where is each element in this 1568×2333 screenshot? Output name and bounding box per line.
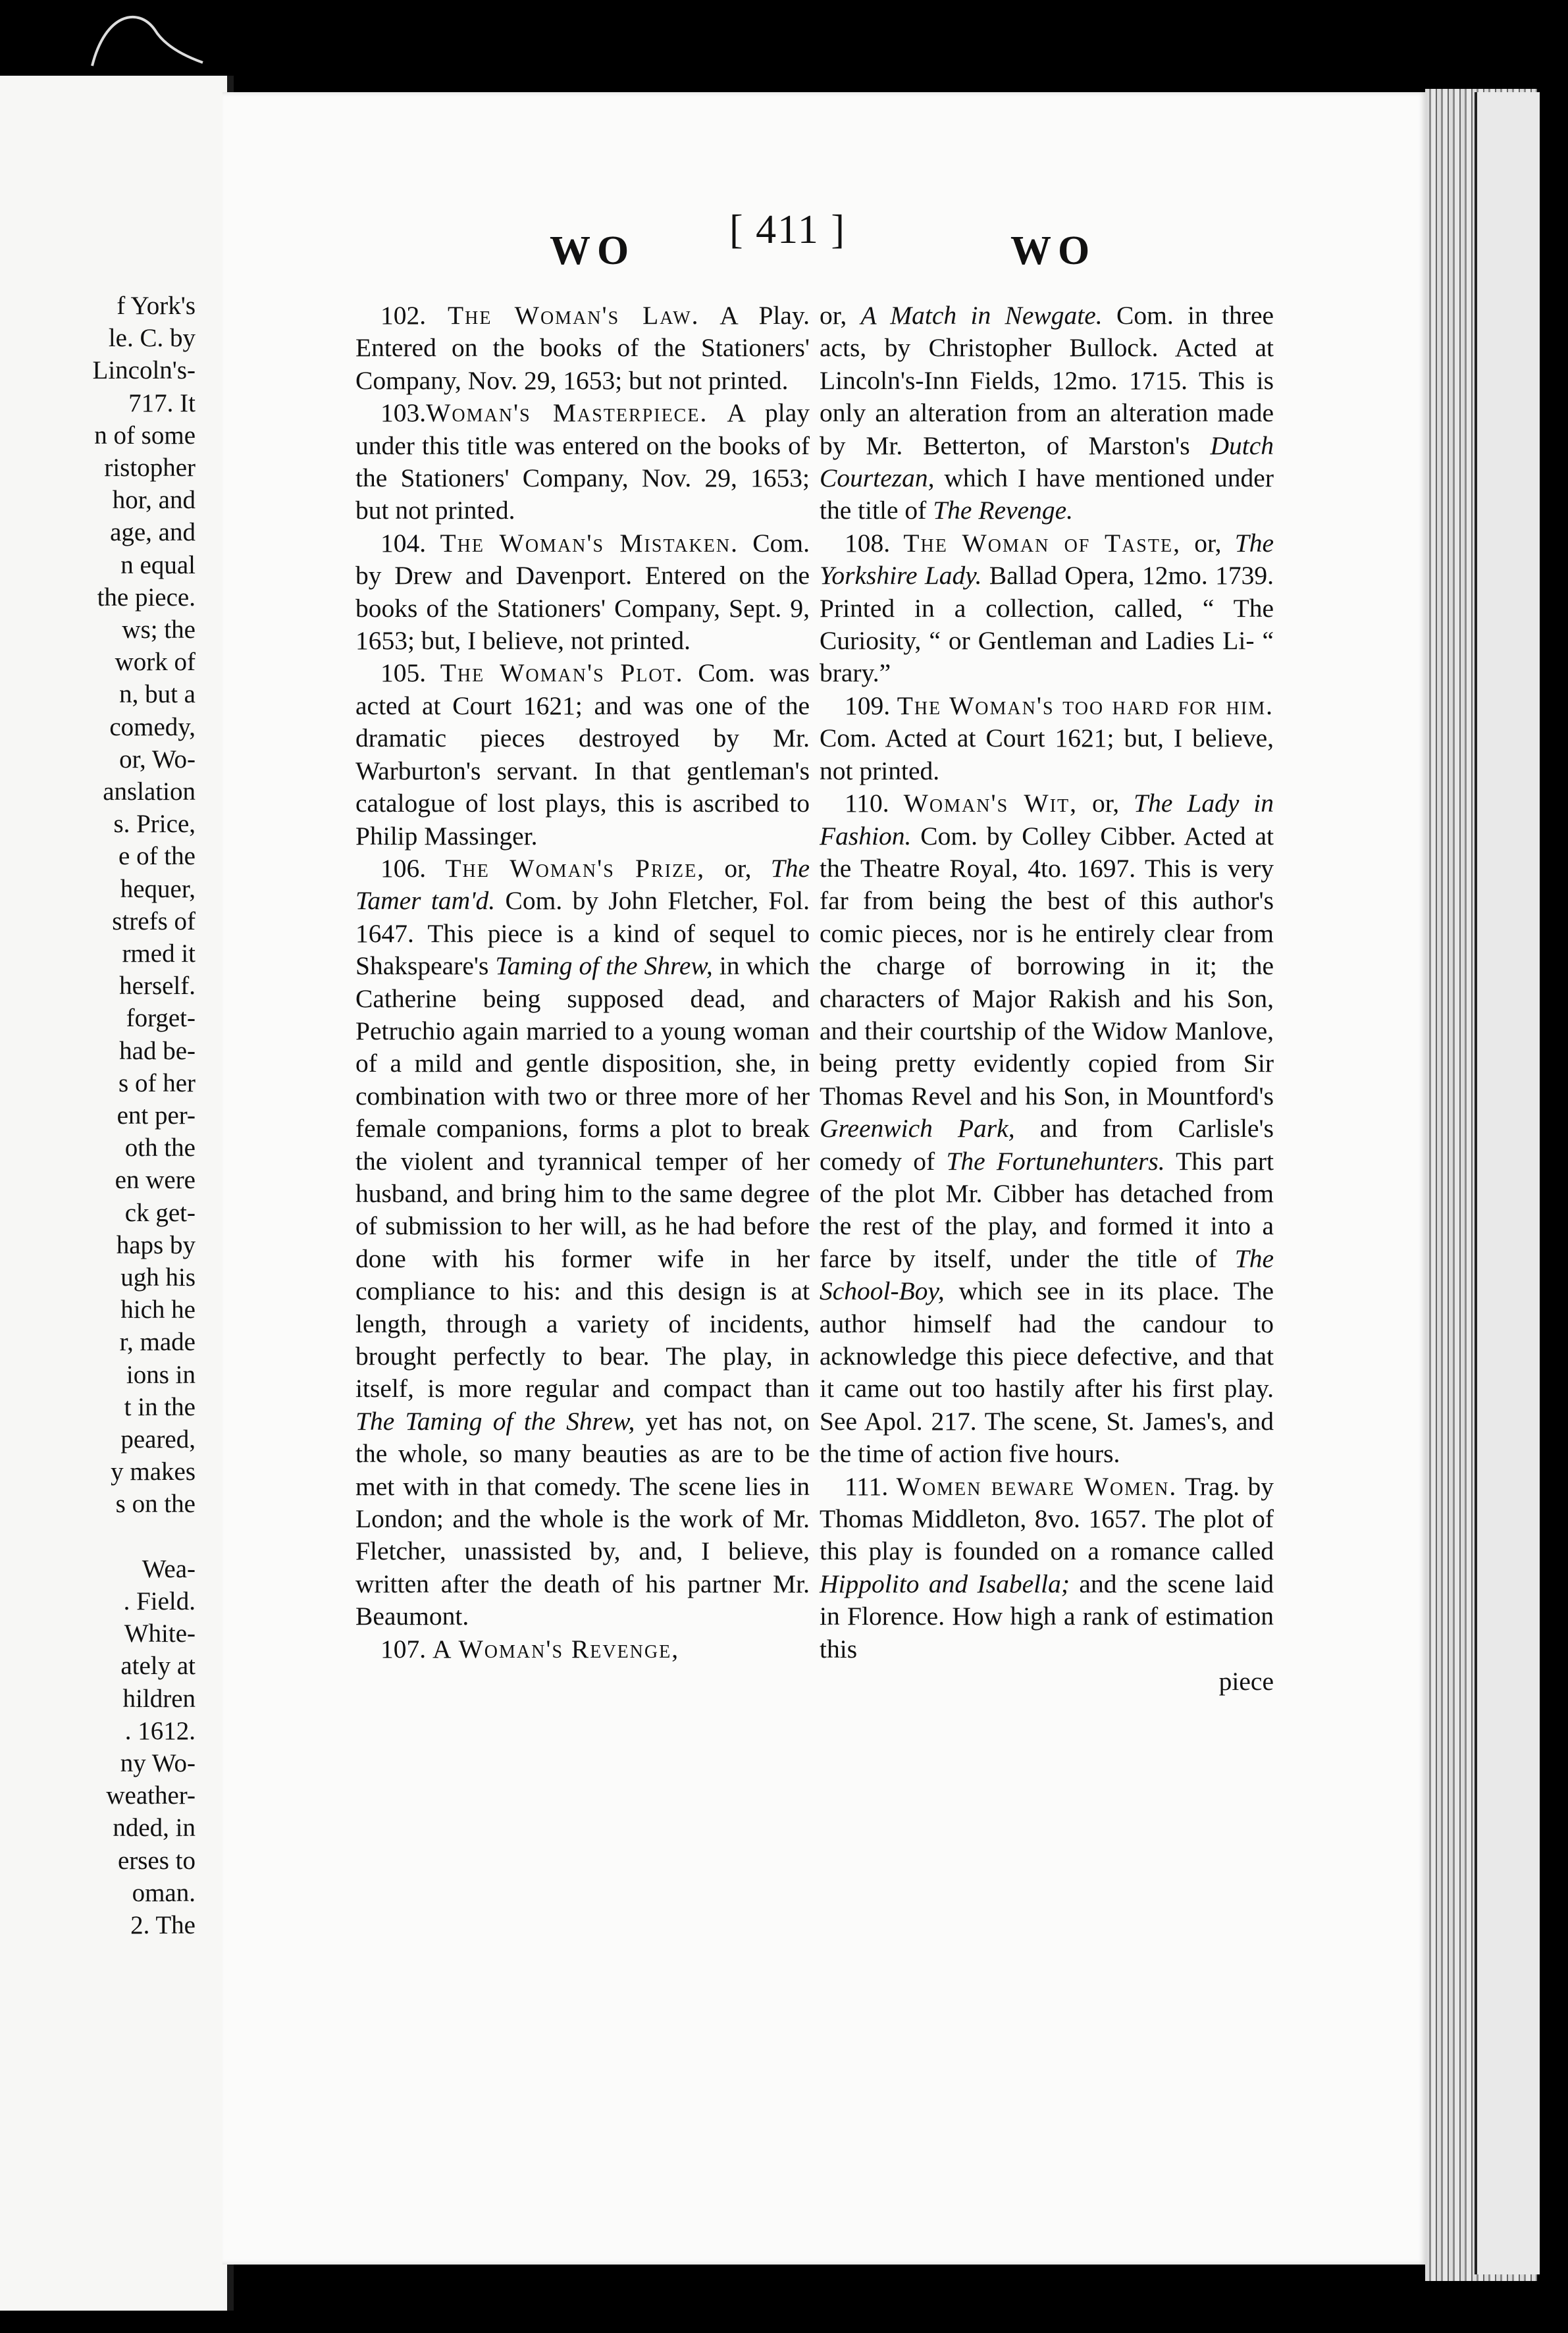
text-column-left — [355, 300, 810, 1665]
facing-page-line: or, Wo- — [119, 745, 196, 773]
facing-page-line: peared, — [120, 1425, 196, 1454]
facing-page-line: y makes — [111, 1457, 196, 1486]
facing-page-line: strefs of — [112, 906, 196, 935]
facing-page-line: age, and — [110, 518, 196, 547]
facing-page-line: le. C. by — [108, 324, 196, 353]
entry-105: 105. The Woman's Plot. Com. was acted at Court 1621; and was one of the dramatic pieces destroyed by Mr. Warburton's servant. In that gentleman's catalogue of lost plays, this is ascribed to Philip Massinger. — [355, 658, 810, 851]
facing-page-line: ugh his — [120, 1263, 196, 1292]
facing-page-line: ately at — [120, 1652, 196, 1681]
entry-103: 103.Woman's Masterpiece. A play under this title was entered on the books of the Stationers' Company, Nov. 29, 1653; but not printed. — [355, 398, 810, 525]
entry-107-continued: or, A Match in Newgate. Com. in three acts, by Christopher Bullock. Acted at Lincoln's-Inn Fields, 12mo. 1715. This is only an alteration from an alteration made by Mr. Betterton, of Marston's Dutch Courtezan, which I have mentioned under the title of The Revenge. — [820, 301, 1274, 525]
facing-page-line: hich he — [120, 1296, 196, 1324]
entry-102: 102. The Woman's Law. A Play. Entered on the books of the Stationers' Company, Nov. 29, 1653; but not printed. — [355, 301, 810, 395]
facing-page-line: hequer, — [120, 874, 196, 903]
facing-page-line: s of her — [118, 1068, 196, 1097]
facing-page-line: t in the — [124, 1392, 196, 1421]
text-column-right — [820, 300, 1274, 1698]
facing-page-line: Lincoln's- — [92, 356, 196, 385]
running-head-right: WO — [1010, 228, 1097, 273]
facing-page-line: . 1612. — [124, 1716, 196, 1745]
facing-page-line: haps by — [116, 1230, 196, 1259]
facing-page-line: en were — [115, 1166, 196, 1195]
facing-page-line: ions in — [126, 1360, 196, 1389]
facing-page-line: hildren — [122, 1684, 196, 1713]
facing-page-line: erses to — [117, 1846, 196, 1875]
facing-page-line: s on the — [115, 1490, 196, 1519]
facing-page-line: f York's — [117, 292, 196, 320]
facing-page — [0, 76, 234, 2311]
facing-page-line: had be- — [119, 1036, 196, 1065]
facing-page-line: r, made — [119, 1328, 196, 1357]
facing-page-line: White- — [124, 1619, 196, 1648]
facing-page-line: ristopher — [104, 454, 196, 482]
facing-page-line: the piece. — [97, 583, 196, 612]
facing-page-line: s. Price, — [113, 810, 196, 839]
facing-page-line: ent per- — [117, 1101, 196, 1130]
facing-page-line: 717. It — [128, 388, 196, 417]
facing-page-line: weather- — [106, 1781, 196, 1810]
facing-page-line: work of — [115, 648, 196, 677]
facing-page-line: ck get- — [124, 1198, 196, 1227]
binding-cord — [79, 0, 204, 72]
entry-108: 108. The Woman of Taste, or, The Yorkshire Lady. Ballad Opera, 12mo. 1739. Printed in a collection, called, “ The Curiosity, “ or Gentleman and Ladies Li- “ brary.” — [820, 528, 1274, 688]
facing-page-line: 2. The — [130, 1911, 196, 1939]
facing-page-line: n equal — [120, 550, 196, 579]
facing-page-line: oth the — [124, 1134, 196, 1163]
page-number: [ 411 ] — [729, 207, 846, 252]
facing-page-line: comedy, — [109, 712, 196, 741]
facing-page-line: nded, in — [113, 1814, 196, 1843]
entry-110: 110. Woman's Wit, or, The Lady in Fashion. Com. by Colley Cibber. Acted at the Theatre Royal, 4to. 1697. This is very far from being the best of this author's comic pieces, nor is he entirely clear from the charge of borrowing in it; the characters of Major Rakish and his Son, and their courtship of the Widow Manlove, being pretty evidently copied from Sir Thomas Revel and his Son, in Mountford's Greenwich Park, and from Carlisle's comedy of The Fortunehunters. This part of the plot Mr. Cibber has detached from the rest of the play, and formed it into a farce by itself, under the title of The School-Boy, which see in its place. The author himself had the candour to acknowledge this piece defective, and that it came out too hastily after his first play. See Apol. 217. The scene, St. James's, and the time of action five hours. — [820, 789, 1274, 1469]
facing-page-line: forget- — [126, 1004, 196, 1033]
facing-page-line: . Field. — [123, 1587, 196, 1615]
facing-page-line: hor, and — [112, 486, 196, 515]
running-head-left: WO — [550, 228, 636, 273]
facing-page-line: anslation — [103, 777, 196, 806]
facing-page-line: oman. — [132, 1878, 196, 1907]
facing-page-line: ws; the — [122, 616, 196, 644]
catchword: piece — [1218, 1667, 1274, 1696]
entry-107-start: 107. A Woman's Revenge, — [380, 1634, 680, 1664]
facing-page-line: rmed it — [122, 939, 196, 968]
entry-109: 109. The Woman's too hard for him. Com. Acted at Court 1621; but, I believe, not printed. — [820, 691, 1274, 785]
facing-page-line: ny Wo- — [120, 1749, 196, 1777]
facing-page-line: e of the — [118, 842, 196, 871]
entry-111: 111. Women beware Women. Trag. by Thomas Middleton, 8vo. 1657. The plot of this play is founded on a romance called Hippolito and Isabella; and the scene laid in Florence. How high a rank of estimation this — [820, 1471, 1274, 1664]
facing-page-line: n, but a — [119, 680, 196, 709]
facing-page-line: Wea- — [142, 1554, 196, 1583]
entry-104: 104. The Woman's Mistaken. Com. by Drew and Davenport. Entered on the books of the Stationers' Company, Sept. 9, 1653; but, I believe, not printed. — [355, 528, 810, 656]
book-edge — [1475, 92, 1540, 2274]
facing-page-line: herself. — [119, 972, 196, 1001]
entry-106: 106. The Woman's Prize, or, The Tamer tam'd. Com. by John Fletcher, Fol. 1647. This piece is a kind of sequel to Shakspeare's Taming of the Shrew, in which Catherine being supposed dead, and Petruchio again married to a young woman of a mild and gentle disposition, she, in combination with two or three more of her female companions, forms a plot to break the violent and tyrannical temper of her husband, and bring him to the same degree of submission to her will, as he had before done with his former wife in her compliance to his: and this design is at length, through a variety of incidents, brought perfectly to bear. The play, in itself, is more regular and compact than The Taming of the Shrew, yet has not, on the whole, so many beauties as are to be met with in that comedy. The scene lies in London; and the whole is the work of Mr. Fletcher, unassisted by, and, I believe, written after the death of his partner Mr. Beaumont. — [355, 853, 810, 1631]
facing-page-line: n of some — [94, 421, 196, 450]
